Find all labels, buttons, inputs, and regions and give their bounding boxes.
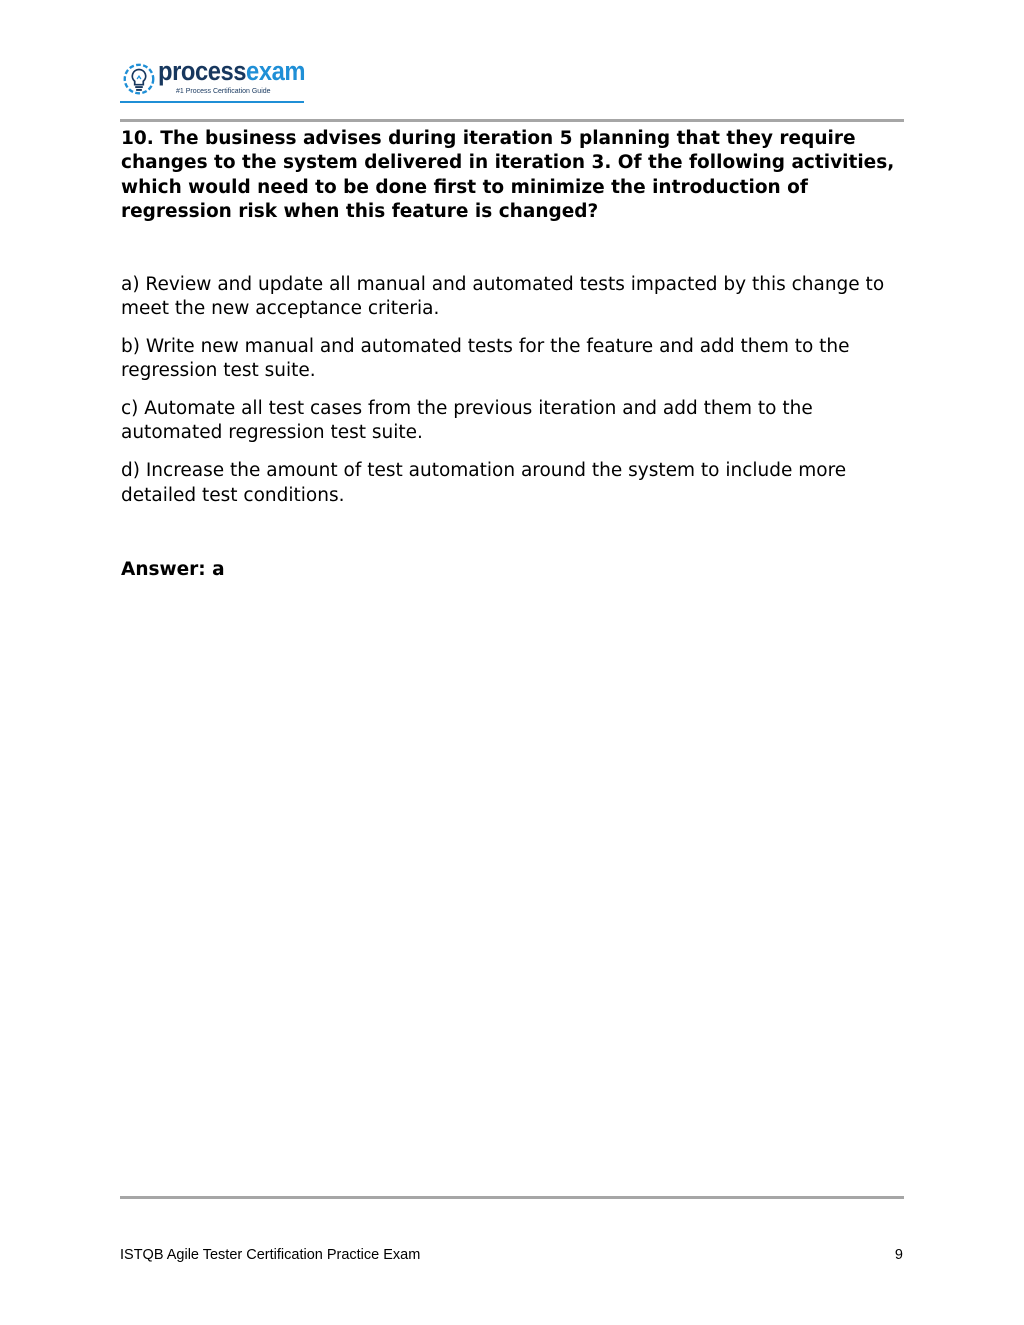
option-a: a) Review and update all manual and automated tests impacted by this change to meet the new acceptance criteria. bbox=[121, 274, 885, 320]
processexam-logo bbox=[120, 58, 306, 104]
logo-tagline: #1 Process Certification Guide bbox=[176, 88, 271, 95]
page-number: 9 bbox=[894, 1247, 903, 1263]
option-b: b) Write new manual and automated tests for the feature and add them to the regression test suite. bbox=[121, 336, 850, 382]
answer-text: Answer: a bbox=[121, 559, 225, 580]
logo-word-process: process bbox=[158, 56, 247, 86]
footer-divider bbox=[120, 1196, 904, 1199]
logo-underline bbox=[120, 101, 304, 103]
lightbulb-gear-icon bbox=[120, 60, 158, 98]
option-d: d) Increase the amount of test automation around the system to include more detailed test conditions. bbox=[121, 460, 847, 506]
question-text: 10. The business advises during iteration 5 planning that they require changes to the system delivered in iteration 3. Of the following activities, which would need to be done first to minimize the introduction of regression risk when this feature is changed? bbox=[121, 128, 895, 222]
logo-wordmark bbox=[158, 55, 305, 87]
footer-title: ISTQB Agile Tester Certification Practice Exam bbox=[120, 1247, 421, 1263]
option-c: c) Automate all test cases from the previous iteration and add them to the automated regression test suite. bbox=[121, 398, 813, 444]
header-divider bbox=[120, 119, 904, 122]
answer-options bbox=[121, 273, 911, 521]
logo-word-exam: exam bbox=[246, 56, 306, 86]
